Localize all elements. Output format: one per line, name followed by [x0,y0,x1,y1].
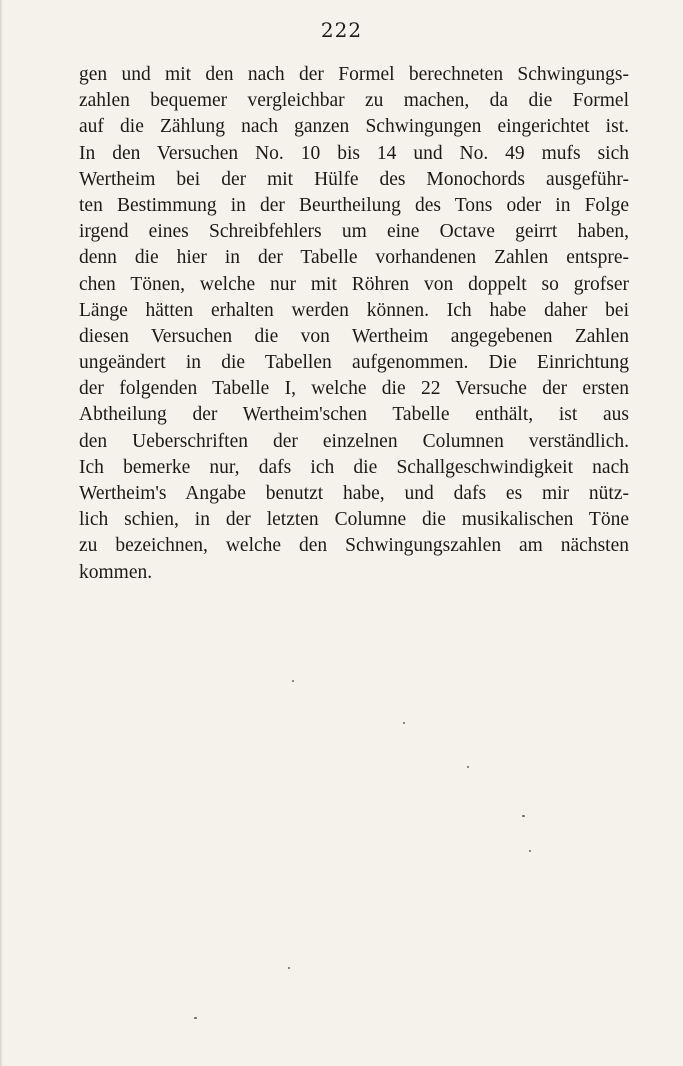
scan-speck [288,967,290,969]
text-line: zahlen bequemer vergleichbar zu machen, da die Formel [79,90,629,112]
text-line: den Ueberschriften der einzelnen Columnen verständlich. [79,430,629,452]
text-line: In den Versuchen No. 10 bis 14 und No. 49 mufs sich [79,142,629,164]
text-line: Abtheilung der Wertheim'schen Tabelle enthält, ist aus [79,404,629,426]
text-line: ungeändert in die Tabellen aufgenommen. Die Einrichtung [79,352,629,374]
text-line: irgend eines Schreibfehlers um eine Octave geirrt haben, [79,221,629,243]
scan-speck [467,766,469,768]
text-line: ten Bestimmung in der Beurtheilung des Tons oder in Folge [79,194,629,216]
body-paragraph [79,62,629,586]
text-line: Wertheim bei der mit Hülfe des Monochords ausgeführ- [79,168,629,190]
page-edge-shadow [0,0,3,1066]
text-line: lich schien, in der letzten Columne die musikalischen Töne [79,509,629,531]
scan-speck [403,722,405,724]
text-line: Länge hätten erhalten werden können. Ich habe daher bei [79,299,629,321]
text-line: kommen. [79,561,153,583]
scan-speck [529,850,531,852]
text-line: Wertheim's Angabe benutzt habe, und dafs es mir nütz- [79,483,629,504]
text-line: zu bezeichnen, welche den Schwingungszahlen am nächsten [79,535,629,557]
scan-speck [292,680,294,682]
page-number: 222 [320,18,363,42]
text-line: Ich bemerke nur, dafs ich die Schallgeschwindigkeit nach [79,456,629,478]
text-line: der folgenden Tabelle I, welche die 22 Versuche der ersten [79,378,629,400]
scan-speck [194,1017,197,1019]
text-line: denn die hier in der Tabelle vorhandenen Zahlen entspre- [79,247,629,269]
scan-speck [522,815,525,817]
text-line: auf die Zählung nach ganzen Schwingungen eingerichtet ist. [79,116,629,138]
text-line: chen Tönen, welche nur mit Röhren von doppelt so grofser [79,273,629,295]
text-line: gen und mit den nach der Formel berechneten Schwingungs- [79,64,629,85]
text-line: diesen Versuchen die von Wertheim angegebenen Zahlen [79,325,629,347]
